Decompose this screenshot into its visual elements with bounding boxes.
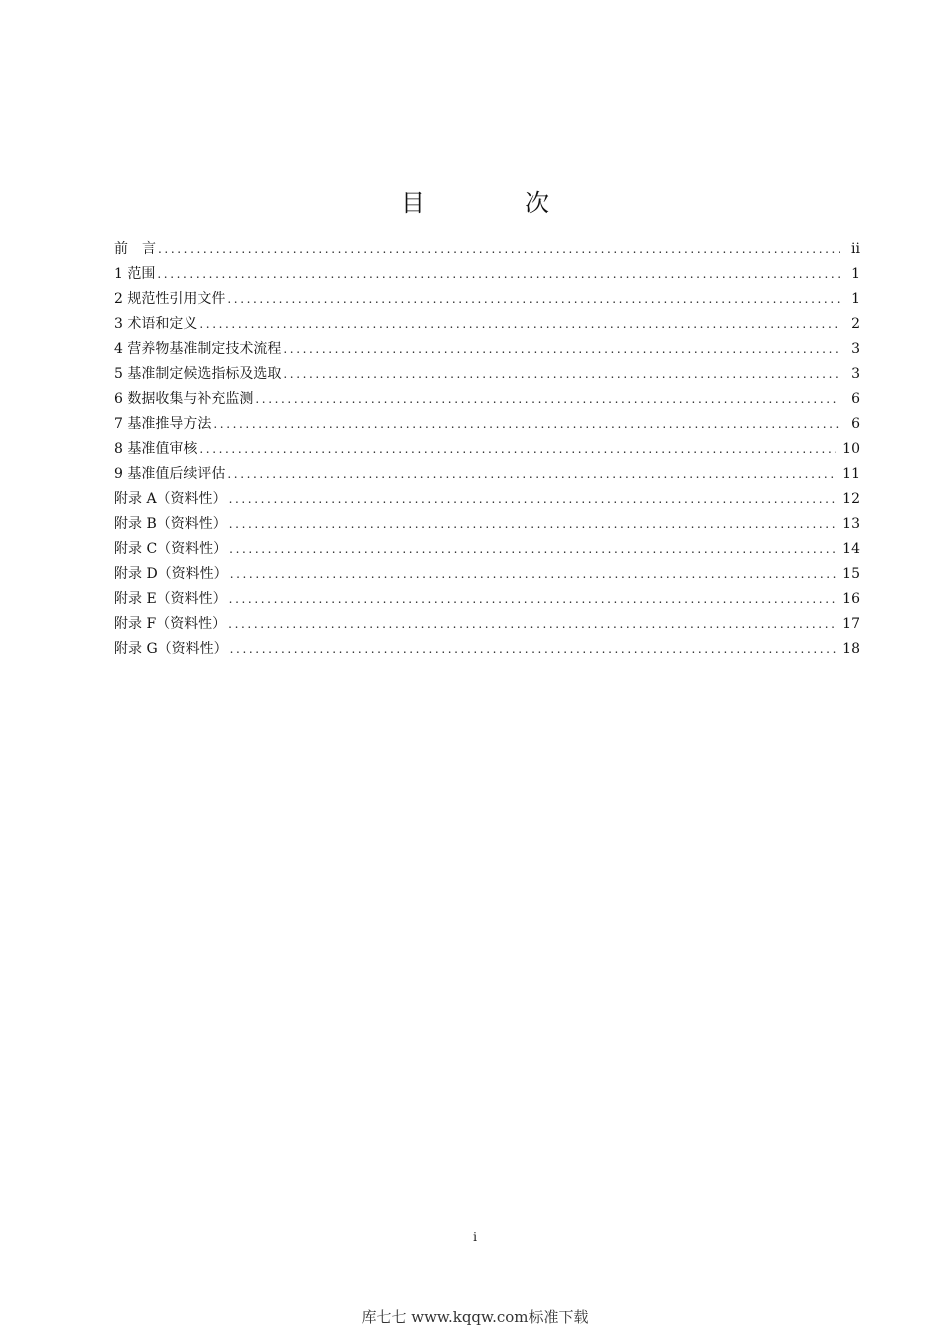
- toc-entry-5[interactable]: [114, 363, 860, 388]
- toc-entry-8[interactable]: [114, 438, 860, 463]
- toc-entry-page: 10: [842, 441, 860, 457]
- toc-dot-leader: [158, 242, 840, 256]
- toc-entry-label: 3 术语和定义: [114, 316, 198, 332]
- toc-entry-label: 附录 E（资料性）: [114, 591, 227, 607]
- toc-dot-leader: [227, 292, 840, 306]
- toc-entry-page: 3: [851, 341, 860, 357]
- toc-entry-label: 附录 B（资料性）: [114, 516, 227, 532]
- toc-entry-label: 6 数据收集与补充监测: [114, 391, 254, 407]
- toc-dot-leader: [213, 417, 840, 431]
- toc-entry-label: 4 营养物基准制定技术流程: [114, 341, 282, 357]
- toc-entry-page: ii: [851, 241, 860, 257]
- toc-entry-page: 6: [851, 391, 860, 407]
- toc-entry-1[interactable]: [114, 263, 860, 288]
- toc-entry-label: 7 基准推导方法: [114, 416, 212, 432]
- toc-entry-appendix-c[interactable]: [114, 538, 860, 563]
- page-title: 目 次: [401, 189, 587, 217]
- toc-entry-page: 3: [851, 366, 860, 382]
- toc-dot-leader: [227, 467, 836, 481]
- toc-entry-page: 16: [842, 591, 860, 607]
- toc-dot-leader: [283, 367, 840, 381]
- toc-dot-leader: [229, 592, 837, 606]
- toc-entry-label: 5 基准制定候选指标及选取: [114, 366, 282, 382]
- toc-entry-9[interactable]: [114, 463, 860, 488]
- toc-entry-label: 附录 D（资料性）: [114, 566, 228, 582]
- toc-entry-page: 17: [842, 616, 860, 632]
- toc-entry-page: 15: [842, 566, 860, 582]
- toc-entry-label: 2 规范性引用文件: [114, 291, 226, 307]
- toc-entry-4[interactable]: [114, 338, 860, 363]
- toc-entry-page: 14: [842, 541, 860, 557]
- toc-dot-leader: [228, 617, 836, 631]
- toc-entry-page: 1: [851, 291, 860, 307]
- toc-entry-appendix-g[interactable]: [114, 638, 860, 663]
- toc-entry-page: 13: [842, 516, 860, 532]
- toc-entry-label: 8 基准值审核: [114, 441, 198, 457]
- toc-dot-leader: [199, 442, 836, 456]
- toc-entry-3[interactable]: [114, 313, 860, 338]
- toc-entry-page: 11: [842, 466, 860, 482]
- toc-entry-appendix-d[interactable]: [114, 563, 860, 588]
- toc-entry-2[interactable]: [114, 288, 860, 313]
- toc-dot-leader: [230, 642, 837, 656]
- toc-entry-label: 附录 G（资料性）: [114, 641, 228, 657]
- toc-dot-leader: [199, 317, 840, 331]
- toc-dot-leader: [230, 567, 836, 581]
- toc-dot-leader: [255, 392, 840, 406]
- toc-entry-page: 2: [851, 316, 860, 332]
- toc-dot-leader: [157, 267, 840, 281]
- toc-entry-label: 附录 C（资料性）: [114, 541, 228, 557]
- toc-entry-appendix-b[interactable]: [114, 513, 860, 538]
- toc-entry-7[interactable]: [114, 413, 860, 438]
- toc-entry-preface[interactable]: [114, 238, 860, 263]
- toc-entry-page: 18: [842, 641, 860, 657]
- toc-entry-appendix-a[interactable]: [114, 488, 860, 513]
- toc-entry-page: 6: [851, 416, 860, 432]
- toc-entry-page: 12: [842, 491, 860, 507]
- toc-entry-appendix-e[interactable]: [114, 588, 860, 613]
- page-number: i: [473, 1230, 477, 1244]
- table-of-contents: [114, 238, 860, 663]
- toc-entry-6[interactable]: [114, 388, 860, 413]
- toc-dot-leader: [283, 342, 840, 356]
- toc-entry-label: 9 基准值后续评估: [114, 466, 226, 482]
- toc-dot-leader: [229, 542, 836, 556]
- footer-watermark: 库七七 www.kqqw.com标准下载: [361, 1308, 589, 1326]
- toc-entry-label: 1 范围: [114, 266, 156, 282]
- toc-entry-label: 附录 F（资料性）: [114, 616, 227, 632]
- toc-dot-leader: [229, 517, 836, 531]
- toc-entry-page: 1: [851, 266, 860, 282]
- toc-entry-appendix-f[interactable]: [114, 613, 860, 638]
- toc-entry-label: 前 言: [114, 241, 156, 257]
- toc-dot-leader: [229, 492, 837, 506]
- toc-entry-label: 附录 A（资料性）: [114, 491, 227, 507]
